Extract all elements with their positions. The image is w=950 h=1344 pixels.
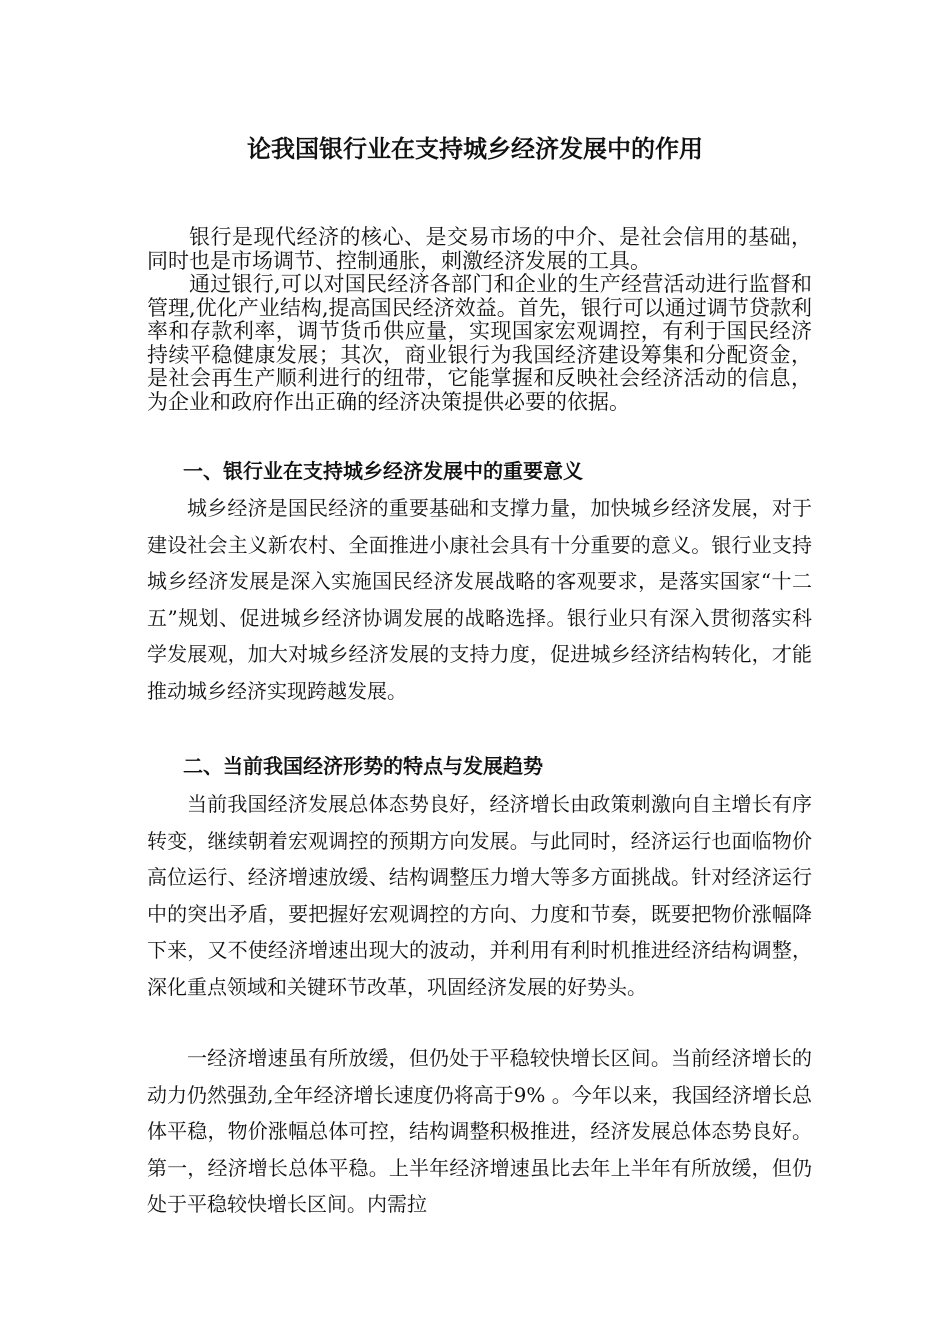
intro-paragraph-1: 银行是现代经济的核心、是交易市场的中介、是社会信用的基础，同时也是市场调节、控制通胀，刺激经济发展的工具。: [147, 225, 812, 273]
document-title: 论我国银行业在支持城乡经济发展中的作用: [247, 134, 703, 163]
section-2-paragraph-1: 当前我国经济发展总体态势良好，经济增长由政策刺激向自主增长有序转变，继续朝着宏观调控的预期方向发展。与此同时，经济运行也面临物价高位运行、经济增速放缓、结构调整压力增大等多方面挑战。针对经济运行中的突出矛盾，要把握好宏观调控的方向、力度和节奏，既要把物价涨幅降下来，又不使经济增速出现大的波动，并利用有利时机推进经济结构调整，深化重点领域和关键环节改革，巩固经济发展的好势头。: [147, 792, 812, 999]
intro-paragraph-2: 通过银行,可以对国民经济各部门和企业的生产经营活动进行监督和管理,优化产业结构,提高国民经济效益。首先，银行可以通过调节贷款利率和存款利率，调节货币供应量，实现国家宏观调控，有利于国民经济持续平稳健康发展；其次，商业银行为我国经济建设筹集和分配资金，是社会再生产顺利进行的纽带，它能掌握和反映社会经济活动的信息，为企业和政府作出正确的经济决策提供必要的依据。: [147, 272, 812, 414]
section-2-heading: 二、当前我国经济形势的特点与发展趋势: [183, 754, 543, 778]
section-2-paragraph-2: 一经济增速虽有所放缓，但仍处于平稳较快增长区间。当前经济增长的动力仍然强劲,全年经济增长速度仍将高于9% 。今年以来，我国经济增长总体平稳，物价涨幅总体可控，结构调整积极推进，经济发展总体态势良好。第一，经济增长总体平稳。上半年经济增速虽比去年上半年有所放缓，但仍处于平稳较快增长区间。内需拉: [147, 1046, 812, 1216]
section-1-heading: 一、银行业在支持城乡经济发展中的重要意义: [183, 459, 583, 483]
section-1-paragraph-1: 城乡经济是国民经济的重要基础和支撑力量，加快城乡经济发展，对于建设社会主义新农村、全面推进小康社会具有十分重要的意义。银行业支持城乡经济发展是深入实施国民经济发展战略的客观要求，是落实国家“十二五”规划、促进城乡经济协调发展的战略选择。银行业只有深入贯彻落实科学发展观，加大对城乡经济发展的支持力度，促进城乡经济结构转化，才能推动城乡经济实现跨越发展。: [147, 496, 812, 703]
